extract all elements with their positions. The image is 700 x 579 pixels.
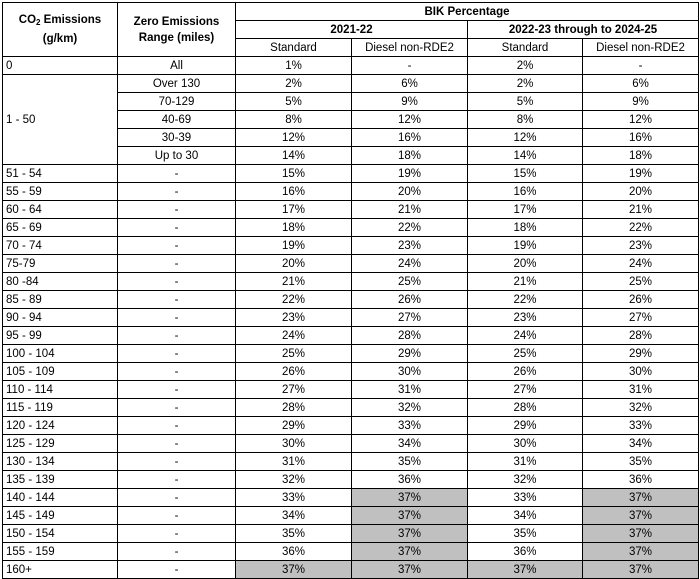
p1-standard-cell: 22% [236, 291, 352, 309]
p1-standard-cell: 5% [236, 93, 352, 111]
p2-standard-cell: 20% [468, 255, 583, 273]
p1-standard-cell: 23% [236, 309, 352, 327]
bik-table [2, 2, 699, 579]
p2-diesel-cell: 16% [583, 129, 699, 147]
range-cell: 70-129 [118, 93, 236, 111]
co2-cell: 90 - 94 [3, 309, 118, 327]
p2-diesel-cell: 27% [583, 309, 699, 327]
p1-diesel-cell: 19% [352, 165, 468, 183]
p2-standard-cell: 37% [468, 561, 583, 579]
table-row [3, 309, 699, 327]
range-cell: - [118, 363, 236, 381]
co2-cell: 150 - 154 [3, 525, 118, 543]
p2-standard-cell: 26% [468, 363, 583, 381]
p2-standard-cell: 5% [468, 93, 583, 111]
p1-diesel-cell: 28% [352, 327, 468, 345]
co2-cell: 51 - 54 [3, 165, 118, 183]
co2-cell: 70 - 74 [3, 237, 118, 255]
p2-diesel-cell: 18% [583, 147, 699, 165]
p1-standard-cell: 12% [236, 129, 352, 147]
co2-cell: 60 - 64 [3, 201, 118, 219]
table-row [3, 435, 699, 453]
co2-cell: 115 - 119 [3, 399, 118, 417]
header-diesel-2: Diesel non-RDE2 [583, 39, 699, 57]
p2-diesel-cell: 26% [583, 291, 699, 309]
p2-diesel-cell: 23% [583, 237, 699, 255]
range-cell: All [118, 57, 236, 75]
table-row [3, 201, 699, 219]
table-row [3, 165, 699, 183]
p2-standard-cell: 17% [468, 201, 583, 219]
p1-diesel-cell: 9% [352, 93, 468, 111]
p1-standard-cell: 26% [236, 363, 352, 381]
p2-standard-cell: 29% [468, 417, 583, 435]
table-row [3, 399, 699, 417]
table-row [3, 219, 699, 237]
p1-standard-cell: 25% [236, 345, 352, 363]
range-cell: - [118, 381, 236, 399]
p1-standard-cell: 27% [236, 381, 352, 399]
p1-diesel-cell: 16% [352, 129, 468, 147]
range-cell: - [118, 255, 236, 273]
p1-standard-cell: 34% [236, 507, 352, 525]
p1-diesel-cell: 34% [352, 435, 468, 453]
co2-cell: 125 - 129 [3, 435, 118, 453]
co2-cell: 75-79 [3, 255, 118, 273]
p1-standard-cell: 16% [236, 183, 352, 201]
p1-standard-cell: 20% [236, 255, 352, 273]
table-row [3, 471, 699, 489]
co2-cell: 160+ [3, 561, 118, 579]
range-cell: - [118, 399, 236, 417]
table-body [3, 57, 699, 579]
co2-cell: 130 - 134 [3, 453, 118, 471]
p1-diesel-cell: 12% [352, 111, 468, 129]
p1-diesel-cell: 29% [352, 345, 468, 363]
p2-diesel-cell: 34% [583, 435, 699, 453]
table-row [3, 75, 699, 93]
p1-diesel-cell: 36% [352, 471, 468, 489]
p2-standard-cell: 2% [468, 75, 583, 93]
range-cell: - [118, 219, 236, 237]
range-cell: - [118, 525, 236, 543]
p2-diesel-cell: 20% [583, 183, 699, 201]
header-period-2: 2022-23 through to 2024-25 [468, 21, 699, 39]
co2-cell: 100 - 104 [3, 345, 118, 363]
p1-diesel-cell: 37% [352, 507, 468, 525]
p2-diesel-cell: - [583, 57, 699, 75]
table-row [3, 489, 699, 507]
table-row [3, 525, 699, 543]
p2-standard-cell: 25% [468, 345, 583, 363]
range-cell: - [118, 561, 236, 579]
p2-diesel-cell: 21% [583, 201, 699, 219]
p1-diesel-cell: 23% [352, 237, 468, 255]
p2-diesel-cell: 28% [583, 327, 699, 345]
range-cell: - [118, 201, 236, 219]
p1-diesel-cell: 37% [352, 561, 468, 579]
co2-cell: 80 -84 [3, 273, 118, 291]
table-row [3, 237, 699, 255]
co2-cell: 65 - 69 [3, 219, 118, 237]
header-standard-2: Standard [468, 39, 583, 57]
p2-standard-cell: 34% [468, 507, 583, 525]
p2-standard-cell: 36% [468, 543, 583, 561]
p2-standard-cell: 24% [468, 327, 583, 345]
range-cell: - [118, 435, 236, 453]
p1-diesel-cell: 25% [352, 273, 468, 291]
range-cell: - [118, 327, 236, 345]
co2-cell: 135 - 139 [3, 471, 118, 489]
p2-standard-cell: 27% [468, 381, 583, 399]
range-cell: - [118, 489, 236, 507]
p2-diesel-cell: 19% [583, 165, 699, 183]
table-row [3, 255, 699, 273]
range-cell: - [118, 165, 236, 183]
p2-diesel-cell: 37% [583, 525, 699, 543]
p2-diesel-cell: 12% [583, 111, 699, 129]
p2-diesel-cell: 29% [583, 345, 699, 363]
range-cell: Up to 30 [118, 147, 236, 165]
p2-standard-cell: 15% [468, 165, 583, 183]
co2-cell: 155 - 159 [3, 543, 118, 561]
p2-standard-cell: 12% [468, 129, 583, 147]
p1-diesel-cell: 18% [352, 147, 468, 165]
p1-standard-cell: 36% [236, 543, 352, 561]
p2-diesel-cell: 37% [583, 507, 699, 525]
header-co2: $CO_2$ Emissions (g/km) [3, 3, 118, 57]
p1-standard-cell: 24% [236, 327, 352, 345]
range-cell: 30-39 [118, 129, 236, 147]
p1-standard-cell: 35% [236, 525, 352, 543]
p1-diesel-cell: 26% [352, 291, 468, 309]
p1-diesel-cell: - [352, 57, 468, 75]
table-row [3, 543, 699, 561]
p2-diesel-cell: 36% [583, 471, 699, 489]
range-cell: - [118, 291, 236, 309]
p2-standard-cell: 2% [468, 57, 583, 75]
p1-diesel-cell: 37% [352, 489, 468, 507]
p1-standard-cell: 2% [236, 75, 352, 93]
p1-standard-cell: 19% [236, 237, 352, 255]
table-row [3, 507, 699, 525]
p2-standard-cell: 31% [468, 453, 583, 471]
p1-diesel-cell: 37% [352, 543, 468, 561]
range-cell: - [118, 345, 236, 363]
header-period-1: 2021-22 [236, 21, 468, 39]
p2-diesel-cell: 31% [583, 381, 699, 399]
p2-diesel-cell: 37% [583, 561, 699, 579]
p1-standard-cell: 21% [236, 273, 352, 291]
range-cell: - [118, 507, 236, 525]
table-header [3, 3, 699, 57]
p1-diesel-cell: 21% [352, 201, 468, 219]
p2-diesel-cell: 37% [583, 543, 699, 561]
p2-diesel-cell: 25% [583, 273, 699, 291]
range-cell: - [118, 273, 236, 291]
table-row [3, 561, 699, 579]
p1-standard-cell: 32% [236, 471, 352, 489]
p1-standard-cell: 30% [236, 435, 352, 453]
p1-standard-cell: 1% [236, 57, 352, 75]
range-cell: - [118, 543, 236, 561]
co2-cell: 95 - 99 [3, 327, 118, 345]
p2-diesel-cell: 33% [583, 417, 699, 435]
header-standard-1: Standard [236, 39, 352, 57]
p2-diesel-cell: 6% [583, 75, 699, 93]
p2-standard-cell: 21% [468, 273, 583, 291]
p2-standard-cell: 28% [468, 399, 583, 417]
header-bik: BIK Percentage [236, 3, 699, 21]
p2-standard-cell: 22% [468, 291, 583, 309]
p2-diesel-cell: 35% [583, 453, 699, 471]
co2-cell: 145 - 149 [3, 507, 118, 525]
range-cell: - [118, 453, 236, 471]
p1-standard-cell: 17% [236, 201, 352, 219]
p1-standard-cell: 18% [236, 219, 352, 237]
p1-standard-cell: 28% [236, 399, 352, 417]
p1-diesel-cell: 31% [352, 381, 468, 399]
p1-standard-cell: 31% [236, 453, 352, 471]
p2-diesel-cell: 24% [583, 255, 699, 273]
p2-standard-cell: 14% [468, 147, 583, 165]
range-cell: Over 130 [118, 75, 236, 93]
table-row [3, 417, 699, 435]
p1-diesel-cell: 30% [352, 363, 468, 381]
p2-standard-cell: 33% [468, 489, 583, 507]
p1-standard-cell: 15% [236, 165, 352, 183]
range-cell: - [118, 237, 236, 255]
co2-cell: 85 - 89 [3, 291, 118, 309]
p2-diesel-cell: 32% [583, 399, 699, 417]
co2-cell-group: 1 - 50 [3, 75, 118, 165]
co2-cell: 110 - 114 [3, 381, 118, 399]
p1-diesel-cell: 27% [352, 309, 468, 327]
p2-standard-cell: 8% [468, 111, 583, 129]
table-row [3, 57, 699, 75]
p1-standard-cell: 8% [236, 111, 352, 129]
p2-diesel-cell: 37% [583, 489, 699, 507]
p1-diesel-cell: 24% [352, 255, 468, 273]
range-cell: - [118, 183, 236, 201]
range-cell: - [118, 417, 236, 435]
p1-diesel-cell: 37% [352, 525, 468, 543]
p1-diesel-cell: 22% [352, 219, 468, 237]
header-diesel-1: Diesel non-RDE2 [352, 39, 468, 57]
co2-cell: 140 - 144 [3, 489, 118, 507]
p1-diesel-cell: 6% [352, 75, 468, 93]
p2-diesel-cell: 22% [583, 219, 699, 237]
p2-standard-cell: 16% [468, 183, 583, 201]
table-row [3, 291, 699, 309]
co2-cell: 0 [3, 57, 118, 75]
p1-diesel-cell: 33% [352, 417, 468, 435]
p1-standard-cell: 33% [236, 489, 352, 507]
range-cell: 40-69 [118, 111, 236, 129]
table-row [3, 273, 699, 291]
p2-standard-cell: 18% [468, 219, 583, 237]
p2-standard-cell: 32% [468, 471, 583, 489]
co2-cell: 55 - 59 [3, 183, 118, 201]
p1-standard-cell: 37% [236, 561, 352, 579]
p2-standard-cell: 35% [468, 525, 583, 543]
range-cell: - [118, 309, 236, 327]
table-row [3, 363, 699, 381]
co2-cell: 105 - 109 [3, 363, 118, 381]
p1-diesel-cell: 20% [352, 183, 468, 201]
table-row [3, 327, 699, 345]
table-row [3, 381, 699, 399]
p1-standard-cell: 14% [236, 147, 352, 165]
header-zero-range: Zero Emissions Range (miles) [118, 3, 236, 57]
p2-standard-cell: 19% [468, 237, 583, 255]
p2-diesel-cell: 9% [583, 93, 699, 111]
p2-diesel-cell: 30% [583, 363, 699, 381]
range-cell: - [118, 471, 236, 489]
p2-standard-cell: 30% [468, 435, 583, 453]
p1-diesel-cell: 35% [352, 453, 468, 471]
p1-diesel-cell: 32% [352, 399, 468, 417]
co2-cell: 120 - 124 [3, 417, 118, 435]
p2-standard-cell: 23% [468, 309, 583, 327]
table-row [3, 183, 699, 201]
table-row [3, 345, 699, 363]
table-row [3, 453, 699, 471]
p1-standard-cell: 29% [236, 417, 352, 435]
